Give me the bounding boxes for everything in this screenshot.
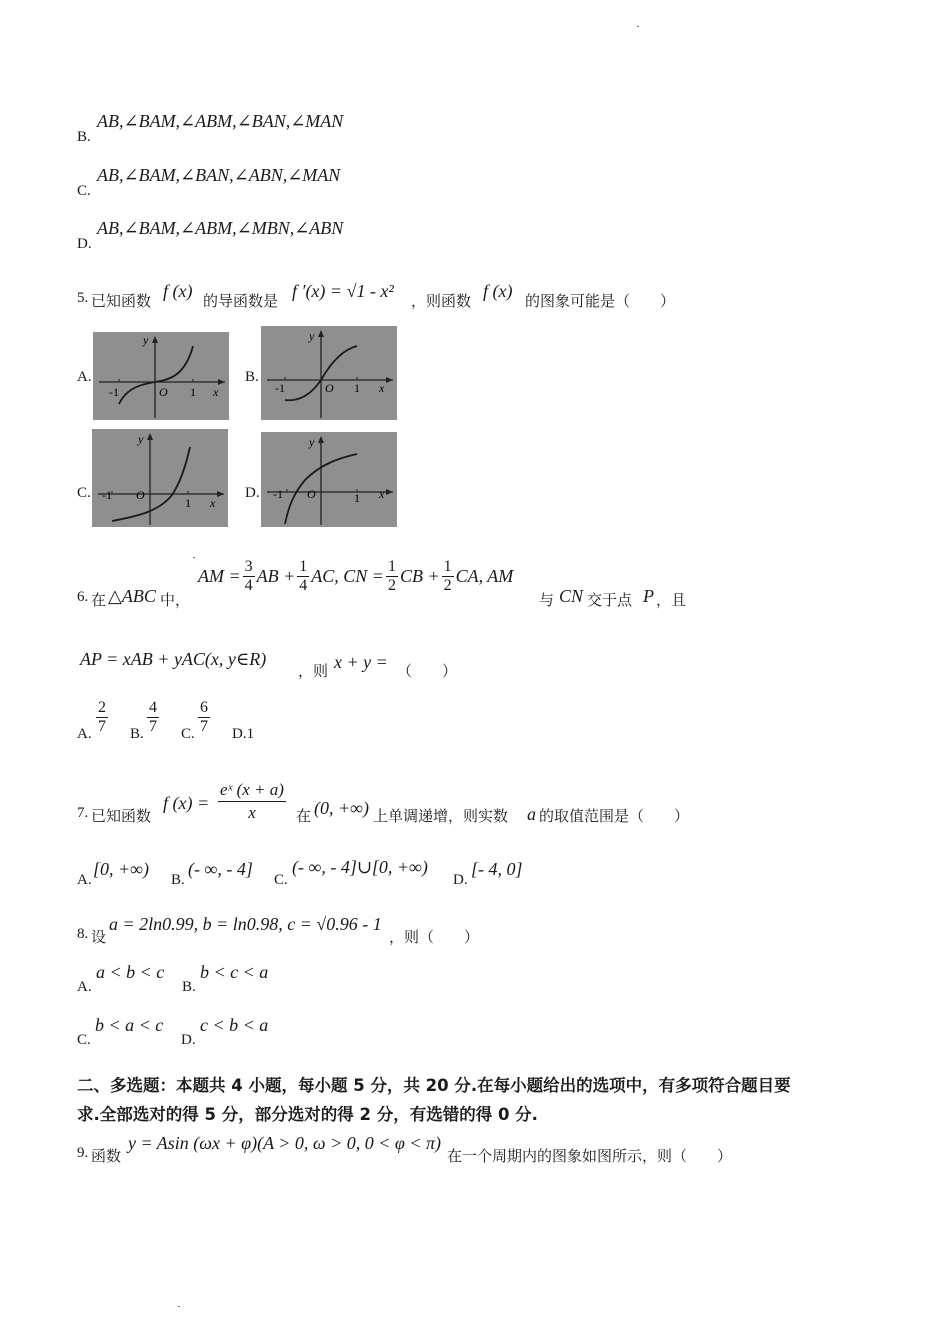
tick-label: 1 xyxy=(354,491,360,505)
math-interval: (0, +∞) xyxy=(314,798,369,818)
question-text: （ ） xyxy=(397,664,458,680)
vector-equation-2: AP = xAB + yAC(x, y∈R) xyxy=(80,649,267,669)
question-number: 6. xyxy=(77,589,89,605)
question-text: 的图象可能是（ ） xyxy=(525,294,676,310)
question-number: 9. xyxy=(77,1145,89,1161)
option-letter: D.1 xyxy=(232,726,255,742)
math-text: CA, AM xyxy=(455,566,514,586)
numerator: 1 xyxy=(387,558,396,575)
page-mark xyxy=(193,557,195,558)
question-text: 已知函数 xyxy=(91,809,152,825)
vector-equation xyxy=(198,558,513,595)
math-expression: y = Asin (ωx + φ)(A > 0, ω > 0, 0 < φ < π) xyxy=(128,1133,442,1153)
fraction xyxy=(218,779,286,824)
denominator: x xyxy=(248,803,256,822)
axis-x-label: x xyxy=(213,385,219,399)
math-f: f (x) = xyxy=(163,793,210,813)
question-text: 设 xyxy=(91,930,107,946)
option-expr: AB,∠BAM,∠ABM,∠MBN,∠ABN xyxy=(97,218,344,238)
axis-y-label: y xyxy=(309,435,315,449)
math-text: AC, CN = xyxy=(311,566,384,586)
numerator: 3 xyxy=(244,558,253,575)
denominator: 7 xyxy=(200,718,208,735)
tick-label: 1 xyxy=(190,385,196,399)
option-letter: B. xyxy=(77,129,91,145)
axis-x-label: x xyxy=(210,496,216,510)
graph-option-d xyxy=(261,432,397,527)
question-text: ，则函数 xyxy=(411,294,472,310)
x-arrow xyxy=(218,379,225,385)
option-expr: b < c < a xyxy=(200,962,269,982)
question-text: 在 xyxy=(91,593,107,609)
option-letter: D. xyxy=(181,1032,196,1048)
question-text: 中， xyxy=(160,593,191,609)
math-p: P xyxy=(643,586,654,606)
option-fraction xyxy=(198,699,210,736)
question-number: 7. xyxy=(77,805,89,821)
option-letter: B. xyxy=(182,979,196,995)
origin-label: O xyxy=(136,488,145,502)
math-f: f (x) xyxy=(483,281,513,301)
section-heading-line1: 二、多选题：本题共 4 小题，每小题 5 分，共 20 分.在每小题给出的选项中，有多项符合题目要 xyxy=(77,1076,791,1095)
option-expr: (- ∞, - 4]∪[0, +∞) xyxy=(292,857,428,877)
curve xyxy=(112,447,190,521)
question-text: 与 xyxy=(539,593,555,609)
numerator: eˣ (x + a) xyxy=(218,779,286,802)
question-text: ，则 xyxy=(298,664,329,680)
tick-label: -1 xyxy=(275,381,285,395)
denominator: 7 xyxy=(98,718,106,735)
option-letter: C. xyxy=(181,726,195,742)
math-text: AB + xyxy=(256,566,296,586)
option-letter: C. xyxy=(77,1032,91,1048)
option-expr: c < b < a xyxy=(200,1015,269,1035)
math-text: CB + xyxy=(399,566,440,586)
option-letter: B. xyxy=(130,726,144,742)
axis-y-label: y xyxy=(143,333,149,347)
option-letter: C. xyxy=(77,485,91,501)
curve xyxy=(119,346,193,404)
math-expression: a = 2ln0.99, b = ln0.98, c = √0.96 - 1 xyxy=(109,914,382,934)
question-text: 已知函数 xyxy=(91,294,152,310)
question-text: ，且 xyxy=(656,593,687,609)
denominator: 2 xyxy=(387,577,396,594)
fraction xyxy=(442,558,454,595)
numerator: 1 xyxy=(443,558,452,575)
option-fraction xyxy=(96,699,108,736)
option-letter: C. xyxy=(274,872,288,888)
axis-y-label: y xyxy=(309,329,315,343)
option-expr: [0, +∞) xyxy=(93,859,149,879)
question-text: 函数 xyxy=(91,1149,122,1165)
option-expr: AB,∠BAM,∠BAN,∠ABN,∠MAN xyxy=(97,165,341,185)
option-letter: D. xyxy=(453,872,468,888)
question-text: 在 xyxy=(296,809,312,825)
fraction xyxy=(386,558,398,595)
option-fraction xyxy=(147,699,159,736)
option-expr: a < b < c xyxy=(96,962,165,982)
math-a: a xyxy=(527,804,536,824)
tick-label: -1 xyxy=(273,487,283,501)
tick-label: 1 xyxy=(185,496,191,510)
option-letter: A. xyxy=(77,872,92,888)
origin-label: O xyxy=(307,487,316,501)
question-number: 5. xyxy=(77,290,89,306)
option-expr: AB,∠BAM,∠ABM,∠BAN,∠MAN xyxy=(97,111,344,131)
tick-label: 1 xyxy=(354,381,360,395)
option-letter: C. xyxy=(77,183,91,199)
math-text: AM = xyxy=(198,566,241,586)
math-xy: x + y = xyxy=(334,652,388,672)
numerator: 6 xyxy=(200,699,208,716)
question-text: 的取值范围是（ ） xyxy=(539,809,690,825)
y-arrow xyxy=(152,336,158,343)
denominator: 7 xyxy=(149,718,157,735)
graph-option-c xyxy=(92,429,228,527)
option-letter: B. xyxy=(245,369,259,385)
denominator: 4 xyxy=(299,577,308,594)
origin-label: O xyxy=(159,385,168,399)
origin-label: O xyxy=(325,381,334,395)
math-derivative: f ′(x) = √1 - x² xyxy=(292,281,394,301)
axis-y-label: y xyxy=(138,432,144,446)
question-text: 在一个周期内的图象如图所示，则（ ） xyxy=(447,1149,733,1165)
question-text: ，则（ ） xyxy=(389,930,480,946)
section-heading-line2: 求.全部选对的得 5 分，部分选对的得 2 分，有选错的得 0 分. xyxy=(77,1105,538,1124)
graph-option-b xyxy=(261,326,397,420)
math-f: f (x) xyxy=(163,281,193,301)
tick-label: -1 xyxy=(109,385,119,399)
math-cn: CN xyxy=(559,586,584,606)
option-letter: B. xyxy=(171,872,185,888)
numerator: 2 xyxy=(98,699,106,716)
option-letter: D. xyxy=(77,236,92,252)
option-expr: b < a < c xyxy=(95,1015,164,1035)
question-number: 8. xyxy=(77,926,89,942)
denominator: 2 xyxy=(443,577,452,594)
denominator: 4 xyxy=(244,577,253,594)
question-text: 交于点 xyxy=(587,593,633,609)
axis-x-label: x xyxy=(379,487,385,501)
graph-option-a xyxy=(93,332,229,420)
math-triangle: △ABC xyxy=(108,586,156,606)
page-mark xyxy=(637,26,639,27)
option-letter: A. xyxy=(77,369,92,385)
numerator: 1 xyxy=(299,558,308,575)
page-mark xyxy=(178,1306,180,1307)
option-letter: D. xyxy=(245,485,260,501)
question-text: 上单调递增，则实数 xyxy=(373,809,509,825)
numerator: 4 xyxy=(149,699,157,716)
axis-x-label: x xyxy=(379,381,385,395)
question-text: 的导函数是 xyxy=(203,294,279,310)
option-expr: [- 4, 0] xyxy=(471,859,523,879)
fraction xyxy=(297,558,309,595)
option-letter: A. xyxy=(77,979,92,995)
tick-label: -1 xyxy=(102,488,112,502)
option-expr: (- ∞, - 4] xyxy=(188,859,253,879)
option-letter: A. xyxy=(77,726,92,742)
fraction xyxy=(243,558,255,595)
